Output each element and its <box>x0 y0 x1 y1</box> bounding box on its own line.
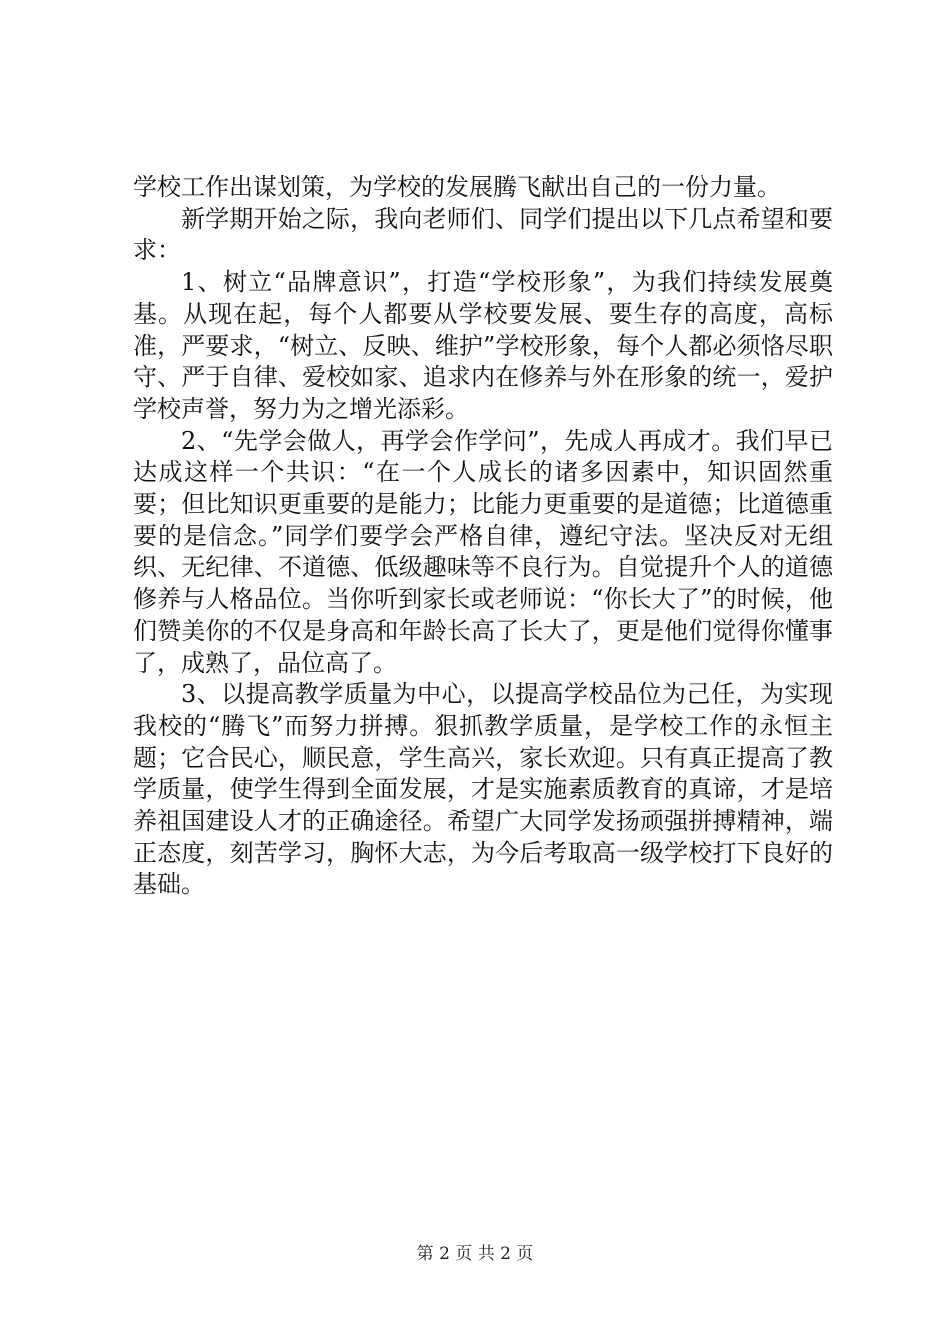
paragraph-1: 学校工作出谋划策，为学校的发展腾飞献出自己的一份力量。 <box>133 173 781 201</box>
paragraph-3: 1、树立“品牌意识”，打造“学校形象”，为我们持续发展奠基。从现在起，每个人都要从学校要发展、要生存的高度，高标准，严要求，“树立、反映、维护”学校形象，每个人都必须恪尽职守、严于自律、爱校如家、追求内在修养与外在形象的统一，爱护学校声誉，努力为之增光添彩。 <box>133 268 833 423</box>
paragraph-4: 2、“先学会做人，再学会作学问”，先成人再成才。我们早已达成这样一个共识：“在一个人成长的诸多因素中，知识固然重要；但比知识更重要的是能力；比能力更重要的是道德；比道德重要的是信念。”同学们要学会严格自律，遵纪守法。坚决反对无组织、无纪律、不道德、低级趣味等不良行为。自觉提升个人的道德修养与人格品位。当你听到家长或老师说：“你长大了”的时候，他们赞美你的不仅是身高和年龄长高了长大了，更是他们觉得你懂事了，成熟了，品位高了。 <box>133 426 833 677</box>
paragraph-5: 3、以提高教学质量为中心，以提高学校品位为己任，为实现我校的“腾飞”而努力拼搏。狠抓教学质量，是学校工作的永恒主题；它合民心，顺民意，学生高兴，家长欢迎。只有真正提高了教学质量，使学生得到全面发展，才是实施素质教育的真谛，才是培养祖国建设人才的正确途径。希望广大同学发扬顽强拼搏精神，端正态度，刻苦学习，胸怀大志，为今后考取高一级学校打下良好的基础。 <box>133 680 833 899</box>
document-body <box>133 172 833 901</box>
page-footer: 第 2 页 共 2 页 <box>416 1244 534 1264</box>
paragraph-2: 新学期开始之际，我向老师们、同学们提出以下几点希望和要求： <box>133 204 833 265</box>
